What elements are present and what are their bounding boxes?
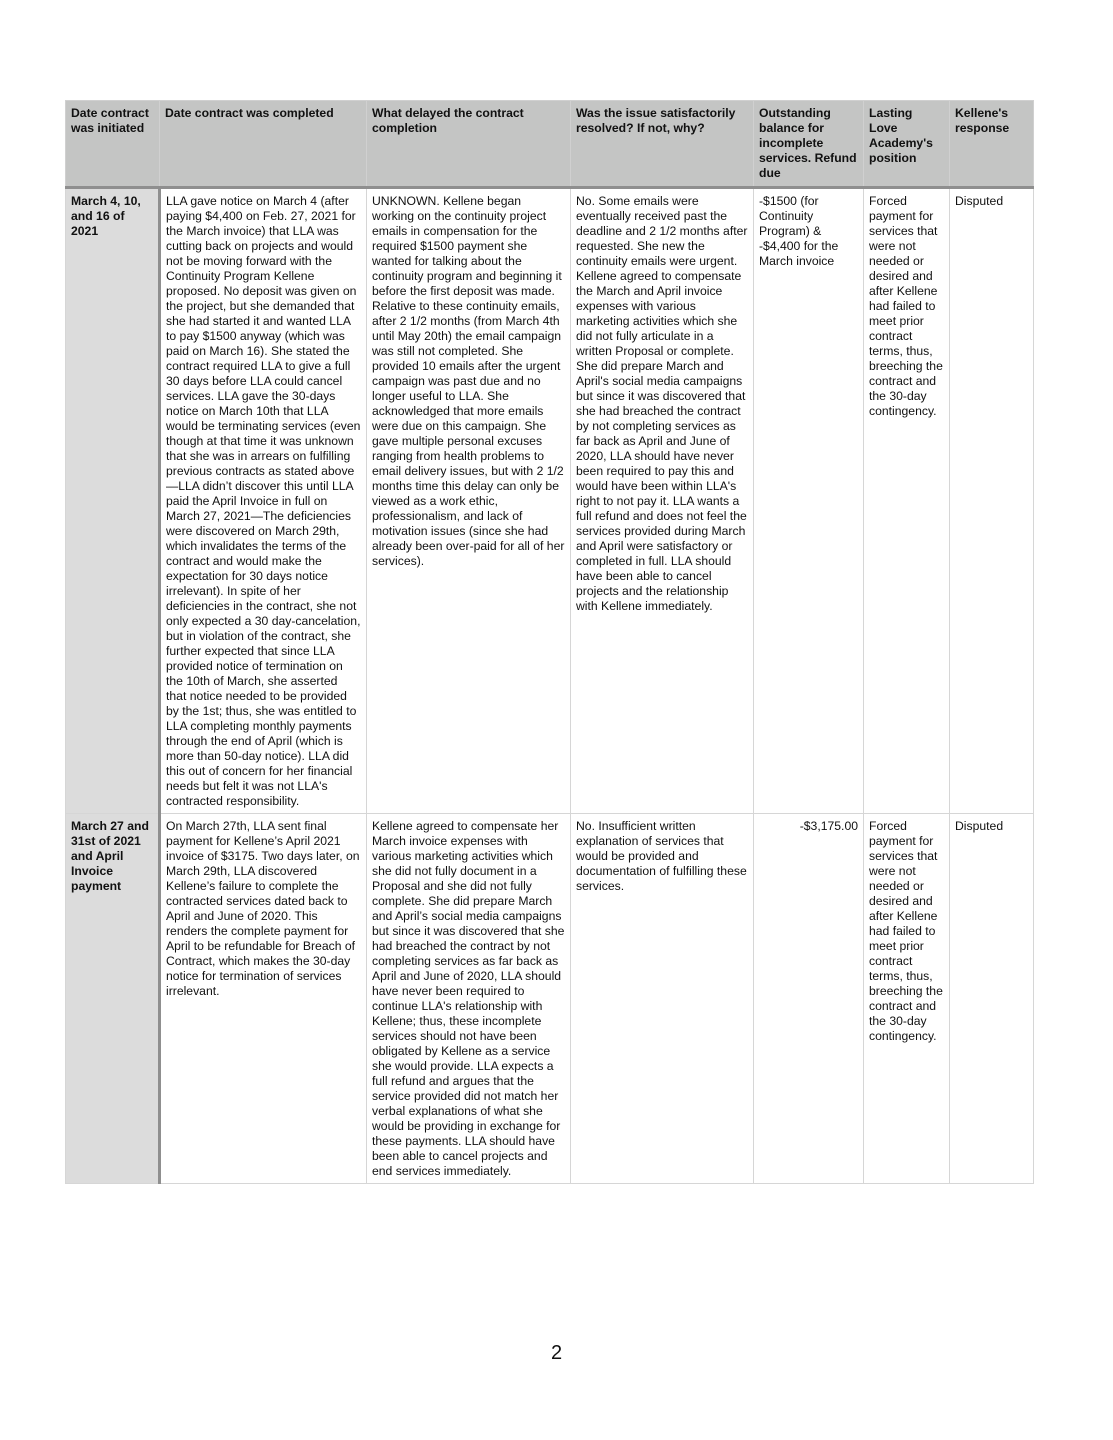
cell-resolution: No. Some emails were eventually received past the deadline and 2 1/2 months after requested. She new the continuity emails were urgent. Kellene agreed to compensate the March and April invoice expenses with various marketing activities which she did not fully articulate in a written Proposal or complete. She did prepare March and April's social media campaigns but since it was discovered that she had breached the contract by not completing services as far back as April and June of 2020, LLA should have never been required to pay this and would have been within LLA's right to not pay it. LLA wants a full refund and does not feel the services provided during March and April were satisfactory or completed in full. LLA should have been able to cancel projects and the relationship with Kellene immediately. [571,188,754,814]
cell-delay-reason: UNKNOWN. Kellene began working on the continuity project emails in compensation for the required $1500 payment she wanted for talking about the continuity program and beginning it before the first deposit was made. Relative to these continuity emails, after 2 1/2 months (from March 4th until May 20th) the email campaign was still not completed. She provided 10 emails after the urgent campaign was past due and no longer useful to LLA. She acknowledged that more emails were due on this campaign. She gave multiple personal excuses ranging from health problems to email delivery issues, but with 2 1/2 months time this delay can only be viewed as a work ethic, professionalism, and lack of motivation issues (since she had already been over-paid for all of her services). [367,188,571,814]
contract-dispute-table [65,100,1034,1184]
cell-date-completed: On March 27th, LLA sent final payment for Kellene’s April 2021 invoice of $3175. Two days later, on March 29th, LLA discovered Kellene’s failure to complete the contracted services dated back to April and June of 2020. This renders the complete payment for April to be refundable for Breach of Contract, which makes the 30-day notice for termination of services irrelevant. [160,814,367,1184]
cell-date-completed: LLA gave notice on March 4 (after paying $4,400 on Feb. 27, 2021 for the March invoice) that LLA was cutting back on projects and would not be moving forward with the Continuity Program Kellene proposed. No deposit was given on the project, but she demanded that she had started it and wanted LLA to pay $1500 anyway (which was paid on March 16). She stated the contract required LLA to give a full 30 days before LLA could cancel services. LLA gave the 30-days notice on March 10th that LLA would be terminating services (even though at that time it was unknown that she was in arrears on fulfilling previous contracts as stated above—LLA didn’t discover this until LLA paid the April Invoice in full on March 27, 2021—The deficiencies were discovered on March 29th, which invalidates the terms of the contract and would make the expectation for 30 days notice irrelevant). In spite of her deficiencies in the contract, she not only expected a 30 day-cancelation, but in violation of the contract, she further expected that since LLA provided notice of termination on the 10th of March, she asserted that notice needed to be provided by the 1st; thus, she was entitled to LLA completing monthly payments through the end of April (which is more than 50-day notice). LLA did this out of concern for her financial needs but felt it was not LLA's contracted responsibility. [160,188,367,814]
cell-delay-reason: Kellene agreed to compensate her March invoice expenses with various marketing activities which she did not fully document in a Proposal and she did not fully complete. She did prepare March and April’s social media campaigns but since it was discovered that she had breached the contract by not completing services as far back as April and June of 2020, LLA should have never been required to continue LLA's relationship with Kellene; thus, these incomplete services should not have been obligated by Kellene as a service she would provide. LLA expects a full refund and argues that the service provided did not match her verbal explanations of what she would be providing in exchange for these payments. LLA should have been able to cancel projects and end services immediately. [367,814,571,1184]
cell-date-initiated: March 27 and 31st of 2021 and April Invoice payment [66,814,160,1184]
cell-lla-position: Forced payment for services that were not needed or desired and after Kellene had failed to meet prior contract terms, thus, breeching the contract and the 30-day contingency. [864,814,950,1184]
page-number: 2 [550,1342,563,1364]
header-lla-position: Lasting Love Academy's position [864,101,950,188]
header-kellene-response: Kellene's response [950,101,1034,188]
cell-kellene-response: Disputed [950,814,1034,1184]
table-row [66,814,1034,1184]
header-delay-reason: What delayed the contract completion [367,101,571,188]
header-resolution: Was the issue satisfactorily resolved? If not, why? [571,101,754,188]
cell-outstanding-balance: -$1500 (for Continuity Program) & -$4,400 for the March invoice [754,188,864,814]
table-header-row [66,101,1034,188]
cell-date-initiated: March 4, 10, and 16 of 2021 [66,188,160,814]
cell-outstanding-balance: -$3,175.00 [754,814,864,1184]
header-date-initiated: Date contract was initiated [66,101,160,188]
header-outstanding-balance: Outstanding balance for incomplete services. Refund due [754,101,864,188]
cell-resolution: No. Insufficient written explanation of services that would be provided and documentation of fulfilling these services. [571,814,754,1184]
table-row [66,188,1034,814]
cell-lla-position: Forced payment for services that were not needed or desired and after Kellene had failed to meet prior contract terms, thus, breeching the contract and the 30-day contingency. [864,188,950,814]
header-date-completed: Date contract was completed [160,101,367,188]
cell-kellene-response: Disputed [950,188,1034,814]
